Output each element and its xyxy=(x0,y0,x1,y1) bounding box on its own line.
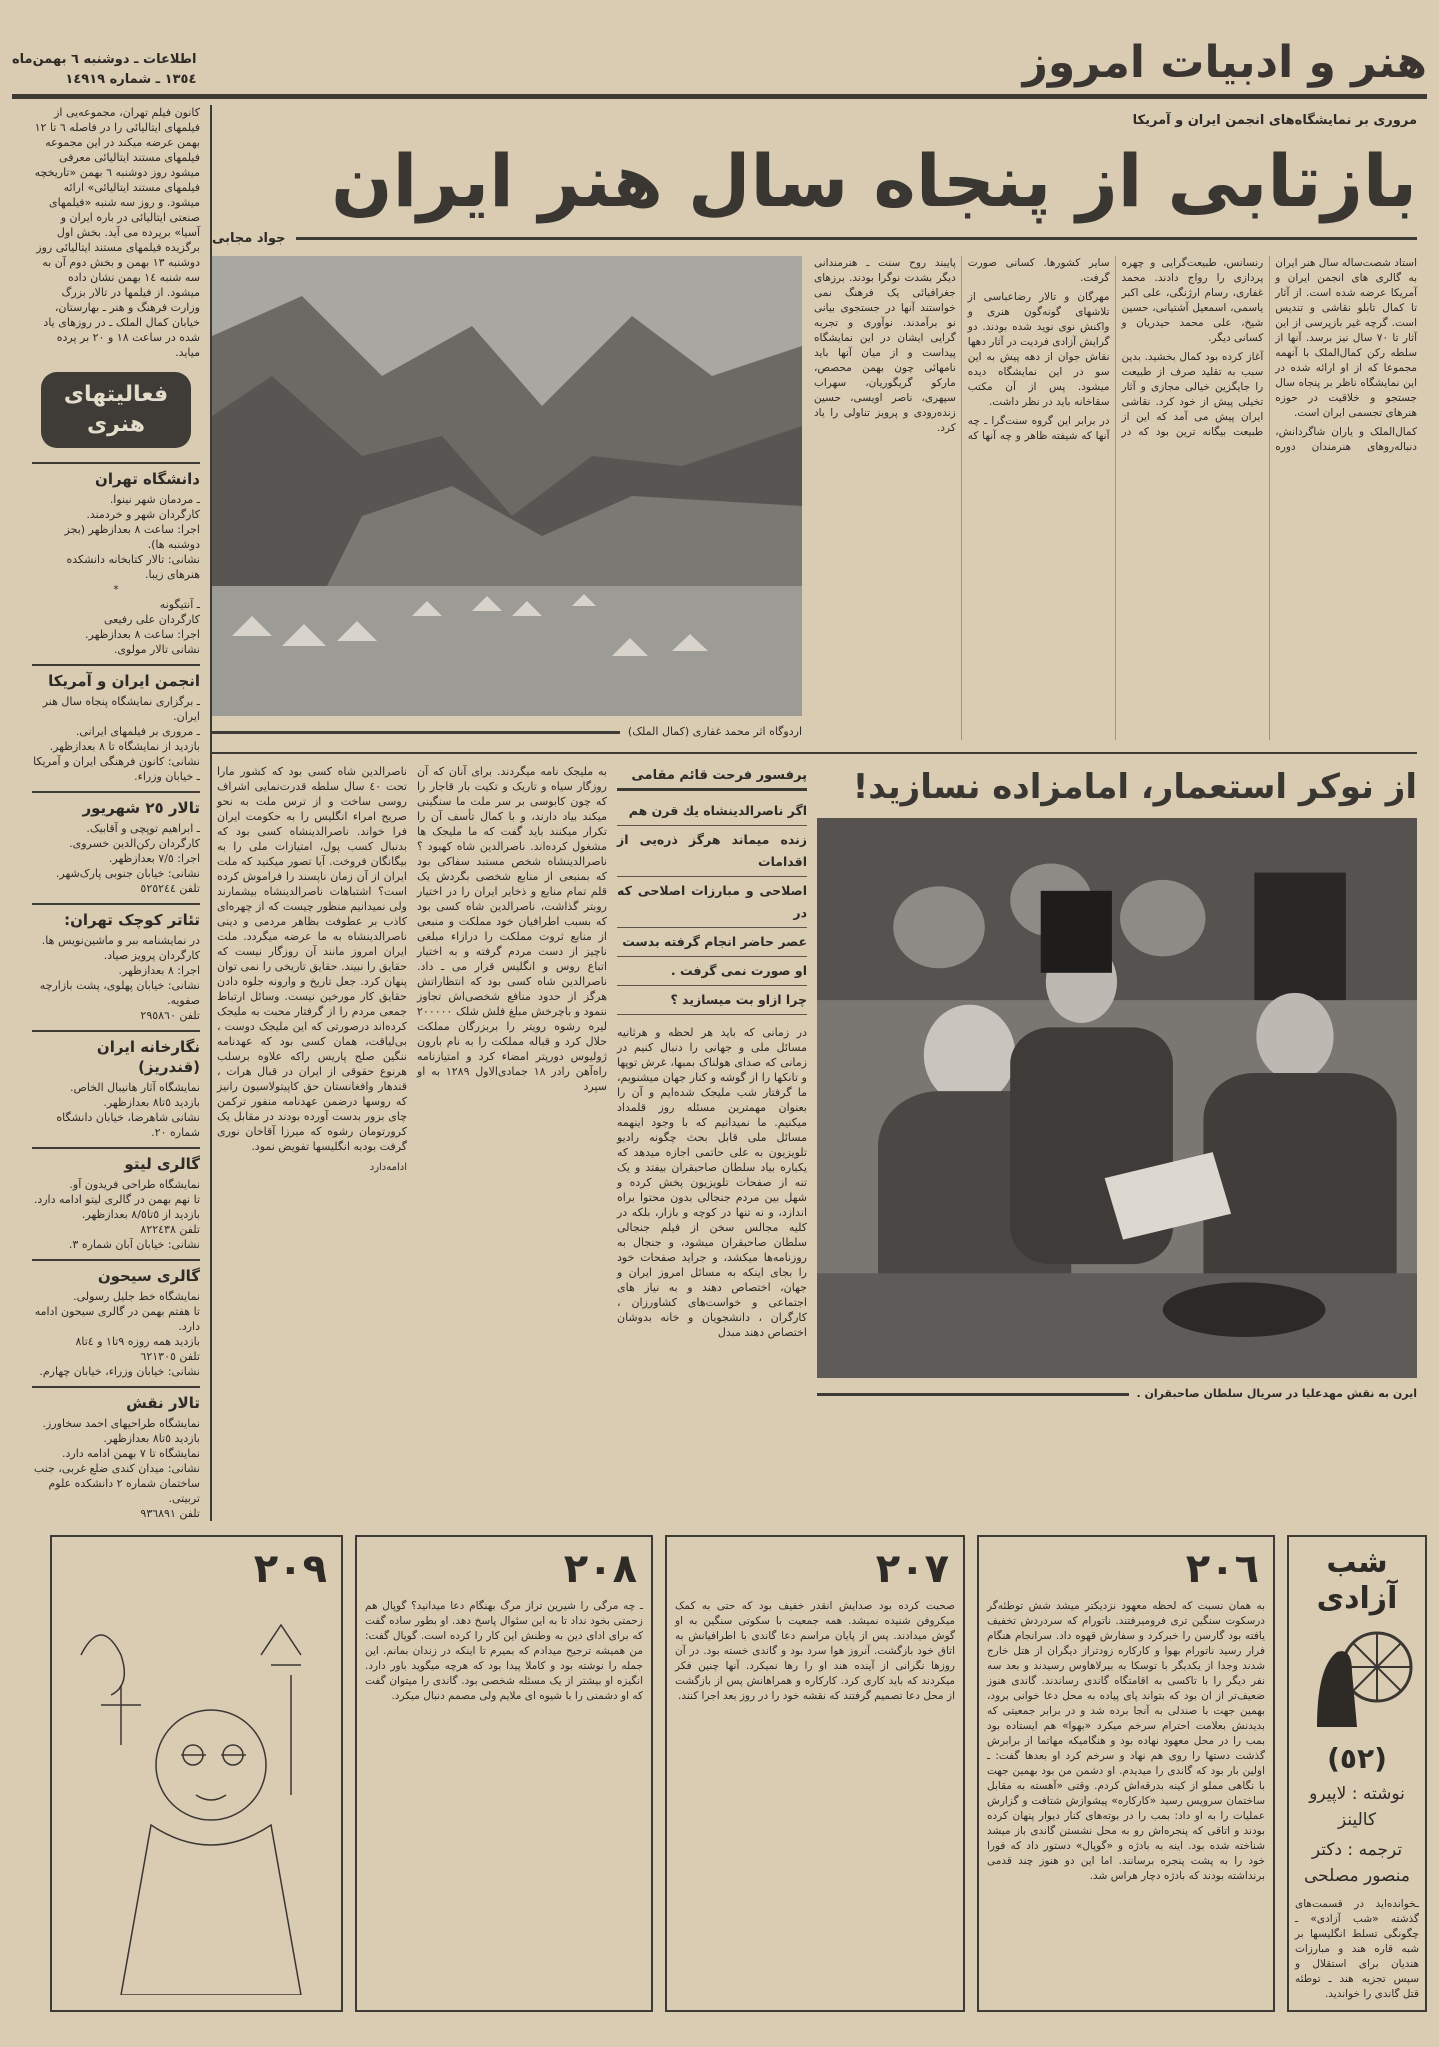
venue-detail: نشانی: میدان کندی ضلع غربی، جنب ساختمان شماره ٢ دانشکده علوم تربیتی. xyxy=(33,1462,200,1505)
article-paragraph: در برابر این گروه سنت‌گرا ـ چه آنها که شیفته ظاهر و چه آنها که پایبند روح سنت ـ هنرمندانی دیگر بشدت نوگرا بودند. برزهای جغرافیائی یک فرهنگ نمی خواستند آنها در جستجوی بیانی نو برآمدند. نوآوری و تجربه گرایی ایشان در این نمایشگاه پیداست و از میان آنها باید نامهائی چون بهمن محصص، مارکو گریگوریان، سهراب سپهری، ناصر اویسی، حسین زنده‌رودی و پرویز تناولی را یاد کرد. xyxy=(814,257,1110,442)
venue-name: گالری سیحون xyxy=(97,1267,200,1285)
venue-detail: نشانی: خیابان جنوبی پارک‌شهر. xyxy=(55,867,200,880)
venue-detail: نشانی تالار مولوی. xyxy=(113,643,200,656)
article-paragraph: مهرگان و تالار رضاعباسی از تلاشهای گونه‌گون هنری و واکنش نوی نوید شده بودند. دو گرایش آزادی فردیت در آثار دهها نقاش جوان از دهه پیش به این سو در این نمایشگاه دیده میشود. پس از آن مکتب سقاخانه باید در نظر داشت. xyxy=(967,291,1110,408)
venue-detail: بازدید از نمایشگاه تا ٨ بعدازظهر. xyxy=(49,740,200,753)
serial-author: نوشته : لاپیرو کالینز xyxy=(1309,1784,1405,1830)
article-column-3: ناصرالدین شاه کسی بود که کشور مارا تحت ٤٠ سال سلطه قدرت‌نمایی اشراف روسی ساخت و از ترس ملت به نحو صریح امراء انگلیس را به حکومت ایران فرا خواند. ناصرالدینشاه کسی بود که بدنبال کسب پول، امتیازات ملی را به بیگانگان فروخت. آیا تصور میکنید که ملت ایران از آن زمان ناپسند را فراموش کرده است؟ اشتباهات ناصرالدینشاه بیشمارند ولی نمیدانیم منظور چیست که از چهره‌ای کاذب بر عطوفت بظاهر مردمی و دینی ناصرالدینشاه به ما عرضه میگردد. ملت ایران امروز مانند آن روزگار نیست که حقایق را نبیند. حقایق تاریخی را نمی توان پنهان کرد. جعل تاریخ و وارونه جلوه دادن حقایق کار مورخین نیست. وسائل ارتباط جمعی مردم را از گرفتار محبت به ملیجک کرده‌اند درصورتی که این ملیجک دوست ، بی‌لیاقت، همان کسی بود که عهدنامه ننگین صلح پاریس راکه علاوه برسلب هرنوع حقوقی از ایران در قبال هرات ، قندهار وافغانستان حق کاپیتولاسیون رانیز که روسها درضمن عهدنامه منفور ترکمن چای بزور بدست آورده بودند در مقابل یک کرورتومان رشوه که میرزا آقاخان نوری گرفت بودبه انگلیسها تفویض نمود. xyxy=(217,765,407,1153)
venue-detail: تا نهم بهمن در گالری لیتو ادامه دارد. xyxy=(33,1193,200,1206)
venue-listing xyxy=(32,462,200,657)
venue-detail: کارگردان علی رفیعی xyxy=(104,613,200,626)
venue-detail: کارگردان پرویز صیاد. xyxy=(103,949,200,962)
feature-article-body xyxy=(814,256,1417,740)
pull-quote-line: زنده میماند هرگز ذره‌یی از اقدامات xyxy=(617,826,807,877)
pull-quote-line: اصلاحی و مبارزات اصلاحی که در xyxy=(617,877,807,928)
serial-text: به همان نسبت که لحظه معهود نزدیکتر میشد شش توطئه‌گر درسکوت سنگین تری فرومیرفتند. ناتورام که سردردش تخفیف یافته بود گارسن را خبرکرد و سفارش قهوه داد. سرانجام هنگام فرار رسید ناتورام بهوا و کارکاره زودتراز دیگران از هتل خارج شدند وجدا از یکدیگر با توسکا به بیرلاهاوس رسیدند و بعد سه نفر دیگر را با تاکسی به اقامتگاه گاندی رساندند. گاندی هنوز ضعیف‌تر از ان بود که بتواند پای پیاده به محل دعا خوانی برود، بهمین جهت با صندلی به آنجا برده شد و در برابر جمعیتی که بدیدنش بعلامت احترام سرخم میکرد «بهوا» هم ایستاده بود بمب را در محل معهود نهاده بود و هنگامیکه مهاتما از برابرش گذشت دستها را روی هم نهاد و سرخم کرد او بعدها گفت: ـ اولین بار بود که گاندی را میدیدم. او دشمن من بود بهمین جهت با نگاهی مملو از کینه بدرقه‌اش کردم. وقتی «آهسته به مقابل ساختمان سرویس رسید «کارکاره» پیشوازش شتافت و گزارش عملیات را به او داد: بمب را در بوته‌های کنار دیوار پنهان کرده بودند و اتاقی که پنجره‌اش رو به محل نشستن گاندی باز میشد شناخته شده بود. اینه به بادژه و «گوپال» دستور داد که فورا خود را به پشت پنجره برسانند. اما این دو هنوز چند قدمی برنداشته بودند که بادژه دچار هراس شد. xyxy=(987,1600,1265,1882)
venue-name: تالار ٢٥ شهریور xyxy=(82,799,200,817)
venue-name: گالری لیتو xyxy=(124,1155,200,1173)
venue-detail: بازدید از ٥تا٨/٥ بعدازظهر. xyxy=(81,1208,200,1221)
venue-detail: اجرا: ساعت ٨ بعدازظهر (بجز دوشنبه ها). xyxy=(64,523,200,551)
venue-detail: اجرا: ٧/٥ بعدازظهر. xyxy=(108,852,200,865)
article-paragraph: آغاز کرده بود کمال بخشید. بدین سبب به تقلید صرف از طبیعت را جایگزین خیالی مجازی و آثار تخیلی پیش از خود کرد. نقاشی ایران پیش می آمد که این از طبیعت بیگانه ترین بود که در سایر کشورها. کسانی صورت گرفت. xyxy=(967,257,1264,438)
venue-detail: نشانی: تالار کتابخانه دانشکده هنرهای زیبا. xyxy=(66,553,200,581)
serial-number: ٢٠٦ xyxy=(1185,1546,1259,1592)
second-story xyxy=(212,764,1417,1402)
camp-landscape-image xyxy=(212,256,802,716)
venue-detail: بازدید ٥تا٨ بعدازظهر. xyxy=(103,1432,200,1445)
feature-row xyxy=(212,256,1417,740)
pull-quote-line: اگر ناصرالدینشاه یك قرن هم xyxy=(617,797,807,826)
venue-detail: در نمایشنامه ببر و ماشین‌نویس ها. xyxy=(41,934,200,947)
serial-text: صحبت کرده بود صدایش انقدر خفیف بود که حتی به کمک میکروفن شنیده نمیشد. همه جمعیت با سکوتی سنگین به او گوش میدادند. پس از پایان مراسم دعا گاندی با اطرافیانش به اتاق خود بازگشت. آنروز هوا سرد بود و گاندی خسته بود. در آن روزها نگرانی از آینده هند او را رها نمیکرد. آنها چنین فکر میکردند که باید کاری کرد. کارکاره و همراهانش پس از بازگشت از محل دعا تصمیم گرفتند که نقشه خود را در روز بعد اجرا کنند. xyxy=(675,1600,955,1702)
venue-name: تئاتر کوچک تهران: xyxy=(64,911,200,929)
venue-detail: بازدید ٥تا٨ بعدازظهر. xyxy=(103,1096,200,1109)
article-column-3-wrap xyxy=(217,764,407,1402)
spinning-wheel-icon xyxy=(1297,1617,1417,1737)
date-line-2: ١٣٥٤ ـ شماره ١٤٩١٩ xyxy=(65,72,197,87)
venue-name: انجمن ایران و آمریکا xyxy=(48,672,200,690)
venue-listing xyxy=(32,791,200,896)
venue-name: تالار نقش xyxy=(126,1394,200,1412)
feature-headline: بازتابی از پنجاه سال هنر ایران xyxy=(331,139,1417,223)
venue-name: نگارخانه ایران (قندریز) xyxy=(96,1038,200,1076)
issue-date xyxy=(12,50,196,90)
pull-quote xyxy=(617,797,807,1015)
section-title: هنر و ادبیات امروز xyxy=(1022,37,1427,88)
pull-quote-column xyxy=(617,764,807,1402)
article-paragraph: استاد شصت‌ساله سال هنر ایران به گالری های انجمن ایران و آمریکا عرضه شده است. از آثار تا کمال تابلو نقاشی و تندیس است. گرچه غیر بازپرسی از این آثار تا ٧٠ سال نیز برسد. آنها از سلطه رکن کمال‌الملک با آنهمه مجموعا که از او ارائه شده در این نمایشگاه ناظر بر پنجاه سال جستجو و خلاقیت در حوزه هنرهای تجسمی ایران است. xyxy=(1275,257,1418,419)
feature-kicker: مروری بر نمایشگاه‌های انجمن ایران و آمریکا xyxy=(1132,113,1417,128)
second-headline: از نوکر استعمار، امامزاده نسازید! xyxy=(852,767,1417,807)
serial-number: ٢٠٩ xyxy=(253,1546,327,1592)
venue-listing xyxy=(32,664,200,784)
venue-detail: تلفن ٢٩٥٨٦٠ xyxy=(140,1009,200,1022)
series-caption-row xyxy=(817,1386,1417,1402)
venue-detail: نشانی: کانون فرهنگی ایران و آمریکا ـ خیابان وزراء. xyxy=(33,755,200,783)
continued-note: ادامه‌دارد xyxy=(369,1162,407,1173)
venue-list xyxy=(32,462,200,1521)
venue-detail: نشانی: خیابان آبان شماره ٣. xyxy=(68,1238,200,1251)
serial-box-206 xyxy=(977,1535,1275,2012)
feature-photo-column xyxy=(212,256,802,740)
serial-box-209 xyxy=(50,1535,343,2012)
article-paragraph: کمال‌الملک و یاران شاگردانش، دنباله‌روهای هنرمندان دوره رنسانس، طبیعت‌گرایی و چهره پردازی را رواج دادند. محمد غفاری، رسام ارژنگی، علی اکبر یاسمی، اسمعیل آشتیانی، حسین شیخ، علی محمد حیدریان و کسانی دیگر. xyxy=(1121,257,1417,453)
venue-detail: تلفن ٦٢١٣٠٥ xyxy=(140,1350,200,1363)
venue-detail: ـ برگزاری نمایشگاه پنجاه سال هنر ایران. xyxy=(42,695,200,723)
venue-detail: تلفن ٩٣٦٨٩١ xyxy=(140,1507,200,1520)
venue-detail: کارگردان رکن‌الدین خسروی. xyxy=(69,837,200,850)
landscape-painting-photo xyxy=(212,256,802,716)
arts-activities-badge: فعالیتهای هنری xyxy=(41,372,191,448)
article-column-1: در زمانی که باید هر لحظه و هرثانیه مسائل ملی و جهانی را دنبال کنیم در زمانی که صدای هولناک بمبها، غرش توپها و تانکها را از گوشه و کنار جهان میشنویم، ما گرفتار شب ملیجک شده‌ایم و آن را بعنوان مهمترین مسئله روز قلمداد میکنیم. ما نمیدانیم که با وجود اینهمه مسائل ملی قابل بحث چگونه رادیو تلویزیون به علی حاتمی اجازه میدهد که یکباره بیاد سلطان صاحبقران بیفتد و یک تنه از صفحات تلویزیون پخش کرده و شهل بین مردم جنجالی بدون محتوا براه اندازد، و نه تنها در کوچه و بازار، بلکه در کلیه مجالس سخن از فیلم جنجالی سلطان صاحبقران میشود، و جنجال به روزنامه‌ها میکشد، و جراید صفحات خود را بجای اینکه به مسائل امروز ایران و جهان، اختصاص دهند و به نیاز های اجتماعی و خواست‌های کشاورزان ، کارگران ، دانشجویان و خانه بدوشان اختصاص دهند مبدل xyxy=(617,1026,807,1339)
section-divider xyxy=(212,752,1417,754)
pull-quote-line: چرا ازاو بت میسازید ؟ xyxy=(617,986,807,1015)
series-photo-caption: ایرن به نقش مهدعلیا در سریال سلطان صاحبقران . xyxy=(1136,1387,1417,1400)
venue-detail: نمایشگاه خط جلیل رسولی. xyxy=(73,1290,200,1303)
venue-listing xyxy=(32,1147,200,1252)
series-scene-image xyxy=(817,818,1417,1378)
venue-detail: اجرا: ٨ بعدازظهر. xyxy=(118,964,200,977)
venue-detail: کارگردان شهر و خردمند. xyxy=(86,508,200,521)
arts-activities-sidebar xyxy=(32,105,212,1521)
byline-row xyxy=(212,231,1417,246)
serial-translator: ترجمه : دکتر منصور مصلحی xyxy=(1304,1840,1410,1886)
pull-quote-line: عصر حاضر انجام گرفته بدست xyxy=(617,928,807,957)
serial-summary: ـخوانده‌اید در قسمت‌های گذشته «شب آزادی» ـ چگونگی تسلط انگلیسها بر شبه قاره هند و مبارزات هندیان برای استقلال و سپس تجزیه هند ـ توطئه قتل گاندی را خواندید. xyxy=(1295,1898,1419,2000)
serial-number: ٢٠٨ xyxy=(563,1546,637,1592)
serial-box-207 xyxy=(665,1535,965,2012)
tv-series-still-photo xyxy=(817,818,1417,1378)
venue-name: دانشگاه تهران xyxy=(95,470,200,488)
landscape-caption-row xyxy=(212,724,802,740)
article-column-2: به ملیجک نامه میگردند. برای آنان که آن روزگار سیاه و تاریک و تکیت بار قاجار را که چون کابوسی بر سر ملت ما سنگینی میکند بیاد دارند، و با کمال تأسف آن را تکرار میکنند باید گفت که ما ملیجک ها مشغول کرده‌اند. ناصرالدین شاه کهبود ؟ ناصرالدینشاه شخص مستبد سفاکی بود که بمنبعی از منابع شخصی بگردش یک قلم تمام منابع و ذخایر ایران را در اختیار روبتر گذاشت، ناصرالدین شاه کسی بود که بسبب اطرافیان خود مملکت و منبعی از منابع ثروت مملکت را درازاء مبلغی ناچیز از دست مردم گرفته و به اختیار اتباع روس و انگلیس قرار می ـ داد. ناصرالدین شاه کسی بود که انتظاراتش هرگز از حدود منافع شخصی‌اش تجاوز ننمود و باچرخش مبلغ فلش شلک ٢٠٠٠٠٠ لیره رشوه رویتر را بربزرگان مملکت حلال کرد و قباله مملکت را به نام بارون ژولیوس دورپتر امضاء کرد و امتیازنامه راه‌آهن رادر ١٨ جمادی‌الاول ١٢٨٩ به او سپرد xyxy=(417,765,607,1093)
serial-row xyxy=(12,1535,1427,2012)
venue-detail: تا هفتم بهمن در گالری سیحون ادامه دارد. xyxy=(34,1305,200,1333)
masthead xyxy=(12,36,1427,99)
venue-detail: ـ مردمان شهر نینوا. xyxy=(109,493,200,506)
venue-detail: نشانی شاهرضا، خیابان دانشگاه شماره ٢٠. xyxy=(56,1111,200,1139)
pull-quote-box xyxy=(617,764,807,1015)
venue-detail: اجرا: ساعت ٨ بعدازظهر. xyxy=(85,628,200,641)
asterisk-separator: * xyxy=(113,583,119,596)
serial-text: ـ چه مرگی را شیرین تراز مرگ بهنگام دعا میدانید؟ گوپال هم زحمتی بخود نداد تا به این سئوال پاسخ دهد. او بطور ساده گفت که برای ادای دین به وطنش این کار را کرده است. گوپال گفت: من همیشه ترجیح میدادم که بمیرم تا اینکه در زندان بمانم. این جمله را نوشته بود و کاملا پیدا بود که هرچه میگوید باور دارد. انگیزه او بیشتر از یک مسئله شخصی بود. گاندی را میتوان گفت که او دشمنی را با شیوه ای ملایم ولی مصمم دنبال میکرد. xyxy=(365,1600,643,1702)
date-line-1: اطلاعات ـ دوشنبه ٦ بهمن‌ماه xyxy=(12,52,197,67)
venue-detail: تلفن ٨٢٢٤٣٨ xyxy=(140,1223,200,1236)
pull-quote-line: او صورت نمی گرفت . xyxy=(617,957,807,986)
venue-detail: نشانی: خیابان وزراء، خیابان چهارم. xyxy=(39,1365,200,1378)
venue-detail: ـ ابراهیم توپچی و آقابیک. xyxy=(86,822,200,835)
venue-listing xyxy=(32,1259,200,1379)
serial-number: ٢٠٧ xyxy=(875,1546,949,1592)
serial-title: شب آزادی xyxy=(1316,1545,1398,1616)
venue-detail: بازدید همه روزه ٩تا١ و ٤تا٨ xyxy=(75,1335,200,1348)
caption-rule xyxy=(212,731,620,734)
gandhi-sketch-illustration xyxy=(61,1595,341,1995)
landscape-caption: اردوگاه اثر محمد غفاری (کمال الملک) xyxy=(627,725,802,738)
serial-title-box xyxy=(1287,1535,1427,2012)
venue-detail: ـ آنتیگونه xyxy=(159,598,200,611)
caption-rule-2 xyxy=(817,1393,1129,1396)
page-content xyxy=(12,105,1427,1521)
venue-listing xyxy=(32,903,200,1023)
venue-detail: تلفن ٥٢٥٢٤٤ xyxy=(140,882,200,895)
venue-listing xyxy=(32,1030,200,1140)
series-photo-column xyxy=(817,764,1417,1402)
serial-part: (٥٢) xyxy=(1327,1742,1387,1775)
main-area xyxy=(212,105,1427,1521)
byline-rule xyxy=(296,237,1417,240)
film-center-notice: کانون فیلم تهران، مجموعه‌یی از فیلمهای ایتالیائی را در فاصله ٦ تا ١٢ بهمن عرضه میکند در این مجموعه فیلمهای مستند ایتالیائی معرفی میشود روز دوشنبه ٦ بهمن «تاریخچه فیلمهای مستند ایتالیائی» ارائه میشود. و روز سه شنبه «فیلمهای صنعتی ایتالیائی در باره ایران و آسیا» برپرده می آید. بخش اول برگزیده فیلمهای مستند ایتالیائی روز دوشنبه ١٣ بهمن و بخش دوم آن به سه شنبه ١٤ بهمن نشان داده میشود. از فیلمها در تالار بزرگ وزارت فرهنگ و هنر ـ بهارستان، خیابان کمال الملک ـ در روزهای یاد شده در ساعت ١٨ و ٢٠ بر پرده میاید. xyxy=(34,106,200,359)
venue-detail: نمایشگاه طراحی فریدون آو. xyxy=(69,1178,200,1191)
venue-detail: نشانی: خیابان پهلوی، پشت بازارچه صفویه. xyxy=(39,979,200,1007)
venue-detail: ـ مروری بر فیلمهای ایرانی. xyxy=(75,725,200,738)
venue-detail: نمایشگاه تا ٧ بهمن ادامه دارد. xyxy=(62,1447,200,1460)
venue-detail: نمایشگاه آثار هانیبال الخاص. xyxy=(70,1081,200,1094)
venue-listing xyxy=(32,1386,200,1521)
venue-detail: نمایشگاه طراحیهای احمد سخاورز. xyxy=(42,1417,200,1430)
second-author: پرفسور فرحت قائم مقامی xyxy=(617,764,807,791)
serial-box-208 xyxy=(355,1535,653,2012)
feature-byline: جواد مجابی xyxy=(212,231,286,246)
